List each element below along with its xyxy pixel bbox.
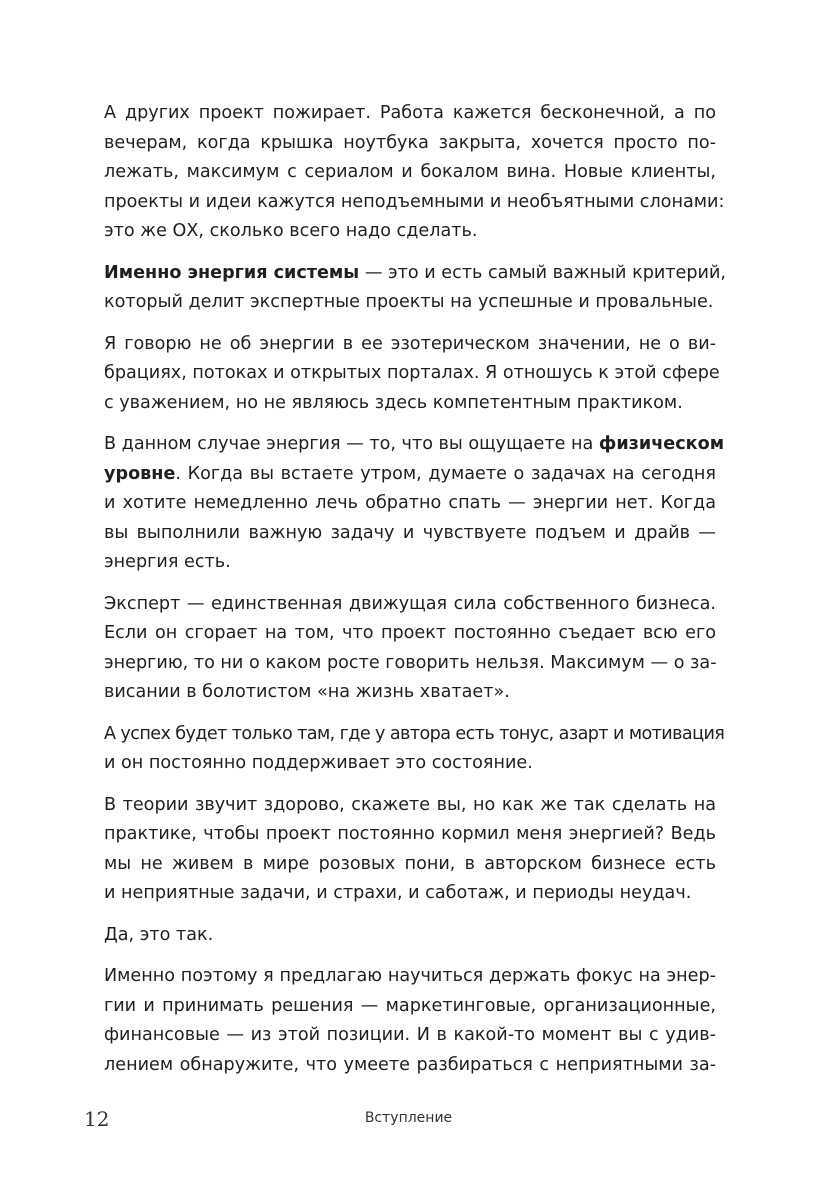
text-line: Да, это так. [104,924,214,945]
text-line: А успех будет только там, где у автора есть тонус, азарт и мотивация [104,723,725,744]
text-line: проекты и идеи кажутся неподъемными и необъятными слонами: [104,191,725,212]
paragraph-3 [104,330,720,419]
text-line: Именно поэтому я предлагаю научиться держать фокус на энер- [104,966,716,986]
text-fragment: . Когда вы встаете утром, думаете о задачах на сегодня [175,463,716,484]
text-line: энергию, то ни о каком росте говорить нельзя. Максимум — о за- [104,652,717,673]
text-line: Я говорю не об энергии в ее эзотерическом значении, не о ви- [104,333,716,354]
text-line: висании в болотистом «на жизнь хватает». [104,682,510,702]
page-number: 12 [84,1107,110,1131]
bold-phrase: уровне [104,463,176,484]
paragraph-8 [104,921,716,951]
running-footer-section: Вступление [364,1110,453,1126]
text-line: Если он сгорает на том, что проект постоянно съедает всю его [104,623,716,643]
paragraph-6 [104,720,725,779]
text-line: лением обнаружите, что умеете разбираться с неприятными за- [104,1054,716,1075]
text-line [104,430,725,460]
text-fragment: — это и есть самый важный критерий, [359,262,727,283]
bold-phrase: физическом [598,434,725,454]
text-line: финансовые — из этой позиции. И в какой-то момент вы с удив- [104,1025,716,1045]
text-line: практике, чтобы проект постоянно кормил меня энергией? Ведь [104,824,716,844]
text-line: лежать, максимум с сериалом и бокалом вина. Новые клиенты, [104,162,716,182]
text-line: который делит экспертные проекты на успешные и провальные. [104,292,714,312]
text-line: брациях, потоках и открытых порталах. Я отношусь к этой сфере [104,363,720,383]
text-line [104,259,727,289]
text-line: энергия есть. [104,552,231,572]
paragraph-9 [104,962,716,1080]
text-line: вечерам, когда крышка ноутбука закрыта, хочется просто по- [104,132,716,153]
paragraph-4 [104,430,725,578]
text-line: В теории звучит здорово, скажете вы, но как же так сделать на [104,794,716,815]
text-line: и неприятные задачи, и страхи, и саботаж, и периоды неудач. [104,883,692,903]
text-line: это же ОХ, сколько всего надо сделать. [104,221,478,241]
text-line: А других проект пожирает. Работа кажется бесконечной, а по [104,103,716,123]
text-line: Эксперт — единственная движущая сила собственного бизнеса. [104,593,716,614]
text-line: с уважением, но не являюсь здесь компетентным практиком. [104,392,683,413]
text-line: мы не живем в мире розовых пони, в авторском бизнесе есть [104,853,716,874]
text-line [104,460,716,490]
text-line: гии и принимать решения — маркетинговые, организационные, [104,995,716,1016]
paragraph-1 [104,99,725,247]
paragraph-5 [104,590,716,708]
paragraph-7 [104,791,716,909]
text-line: вы выполнили важную задачу и чувствуете подъем и драйв — [104,522,716,543]
text-fragment: В данном случае энергия — то, что вы ощущаете на [104,434,599,454]
body-text [104,99,727,1092]
text-line: и он постоянно поддерживает это состояние. [104,753,533,773]
paragraph-2 [104,259,727,318]
bold-phrase: Именно энергия системы [104,262,360,283]
text-line: и хотите немедленно лечь обратно спать — энергии нет. Когда [104,493,716,513]
